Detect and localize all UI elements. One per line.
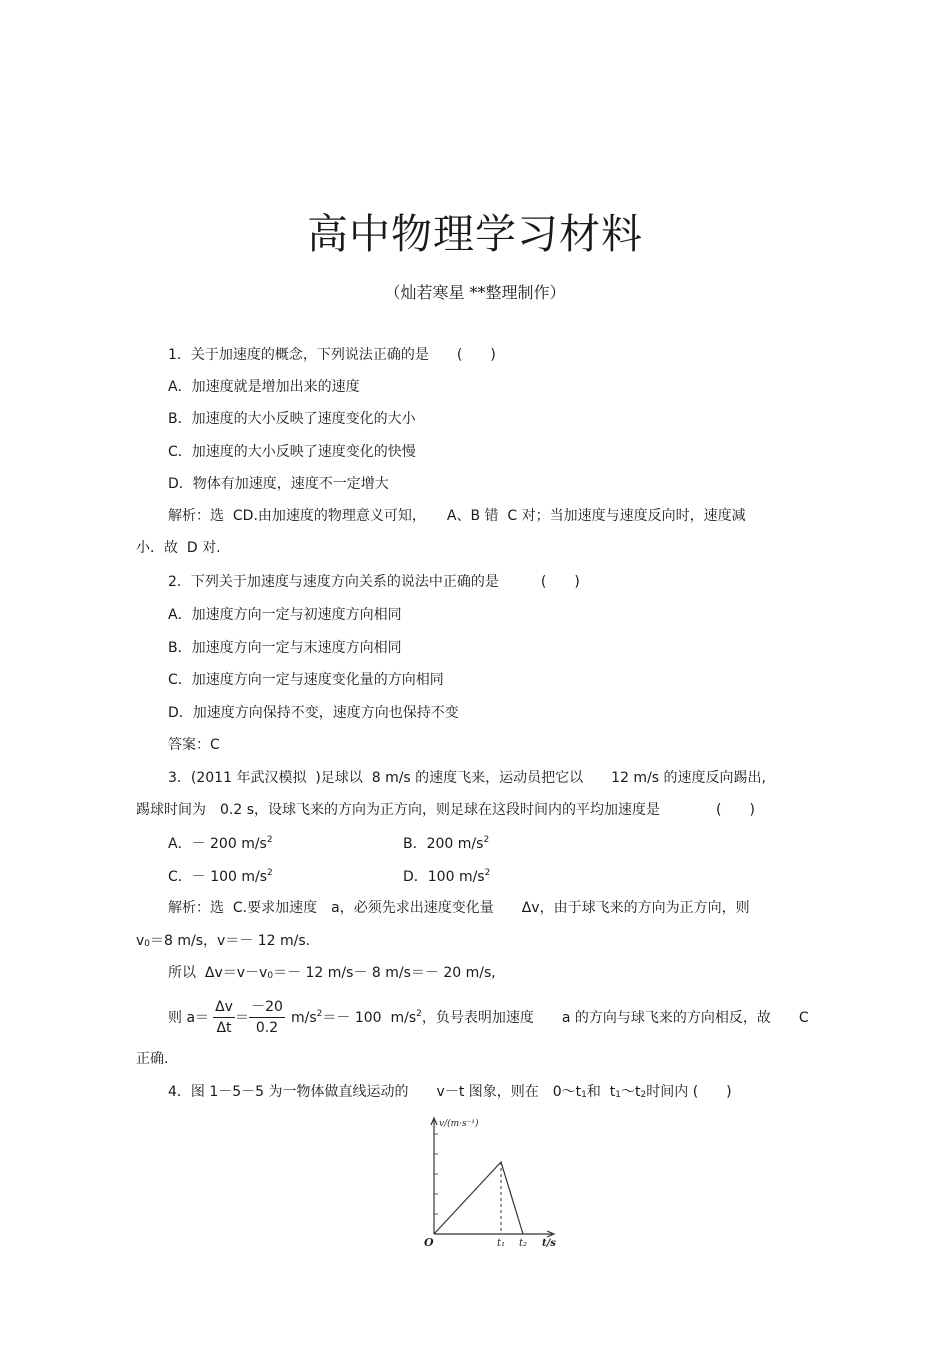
- fraction-denominator: Δt: [216, 1020, 232, 1036]
- q2-answer: 答案：C: [168, 737, 220, 753]
- q2-option-a: A．加速度方向一定与初速度方向相同: [168, 607, 402, 623]
- q1-option-c: C．加速度的大小反映了速度变化的快慢: [168, 444, 416, 460]
- x-axis-label: t/s: [542, 1238, 556, 1249]
- vt-graph: [420, 1112, 570, 1252]
- q2-option-b: B．加速度方向一定与末速度方向相同: [168, 640, 402, 656]
- q3-stem-line1: 3．(2011 年武汉模拟 )足球以 8 m/s 的速度飞来，运动员把它以 12 m/s 的速度反向踢出,: [168, 770, 766, 786]
- q1-stem: 1．关于加速度的概念，下列说法正确的是 ( ): [168, 347, 496, 363]
- q3-option-a: A．－ 200 $m/s^2$: [168, 835, 273, 852]
- origin-label: O: [424, 1236, 434, 1249]
- fraction-numerator: －20: [251, 999, 283, 1015]
- y-axis-label: v/(m·s⁻¹): [439, 1119, 479, 1129]
- q3-formula-tail: $m/s^2=- 100$ $m/s^2$，负号表明加速度 a 的方向与球飞来的方向相反，故 C: [291, 1009, 809, 1026]
- q3-stem-line2: 踢球时间为 0.2 s，设球飞来的方向为正方向，则足球在这段时间内的平均加速度是 ( ): [136, 802, 755, 818]
- q3-option-c: C．－ 100 $m/s^2$: [168, 868, 273, 885]
- t2-label: t₂: [519, 1238, 528, 1249]
- q3-analysis-line1: 解析：选 C.要求加速度 a，必须先求出速度变化量 Δv，由于球飞来的方向为正方向，则: [168, 900, 750, 916]
- q1-option-b: B．加速度的大小反映了速度变化的大小: [168, 411, 416, 427]
- q3-fraction-values: [249, 998, 285, 1037]
- q3-fraction-dv-dt: [213, 998, 235, 1037]
- fraction-denominator: 0.2: [255, 1020, 279, 1036]
- fraction-numerator: Δv: [215, 999, 233, 1015]
- q3-formula-lead: 则 a＝: [168, 1010, 210, 1026]
- q4-stem: 4．图 1－5－5 为一物体做直线运动的 v－t 图象，则在 $0\sim t_1$和 $t_1\sim t_2$时间内 ( ): [168, 1084, 732, 1100]
- q1-analysis-line1: 解析：选 CD.由加速度的物理意义可知， A、B 错 C 对；当加速度与速度反向时，速度减: [168, 508, 746, 524]
- page-title: 高中物理学习材料: [307, 210, 643, 258]
- q1-analysis-line2: 小．故 D 对.: [136, 540, 221, 556]
- q2-stem: 2．下列关于加速度与速度方向关系的说法中正确的是 ( ): [168, 574, 580, 590]
- q3-equals-sign: ＝: [235, 1010, 249, 1026]
- q1-option-a: A．加速度就是增加出来的速度: [168, 379, 360, 395]
- velocity-line: [434, 1162, 523, 1234]
- q2-option-c: C．加速度方向一定与速度变化量的方向相同: [168, 672, 444, 688]
- q3-analysis-line5: 正确.: [136, 1051, 169, 1067]
- q3-analysis-line3: 所以 $\Delta v=v-v_0=- 12$ m/s－ 8 m/s＝－ 20 m/s,: [168, 965, 496, 981]
- fraction-bar: [213, 1017, 235, 1018]
- q2-option-d: D．加速度方向保持不变，速度方向也保持不变: [168, 705, 459, 721]
- page-subtitle: （灿若寒星 **整理制作）: [384, 283, 566, 302]
- q1-option-d: D．物体有加速度，速度不一定增大: [168, 476, 389, 492]
- fraction-bar: [249, 1017, 285, 1018]
- t1-label: t₁: [497, 1238, 506, 1249]
- q3-analysis-line2: $v_0=8$ m/s，v＝－ 12 m/s.: [136, 933, 311, 949]
- q3-option-b: B．200 $m/s^2$: [403, 835, 490, 852]
- q3-option-d: D．100 $m/s^2$: [403, 868, 491, 885]
